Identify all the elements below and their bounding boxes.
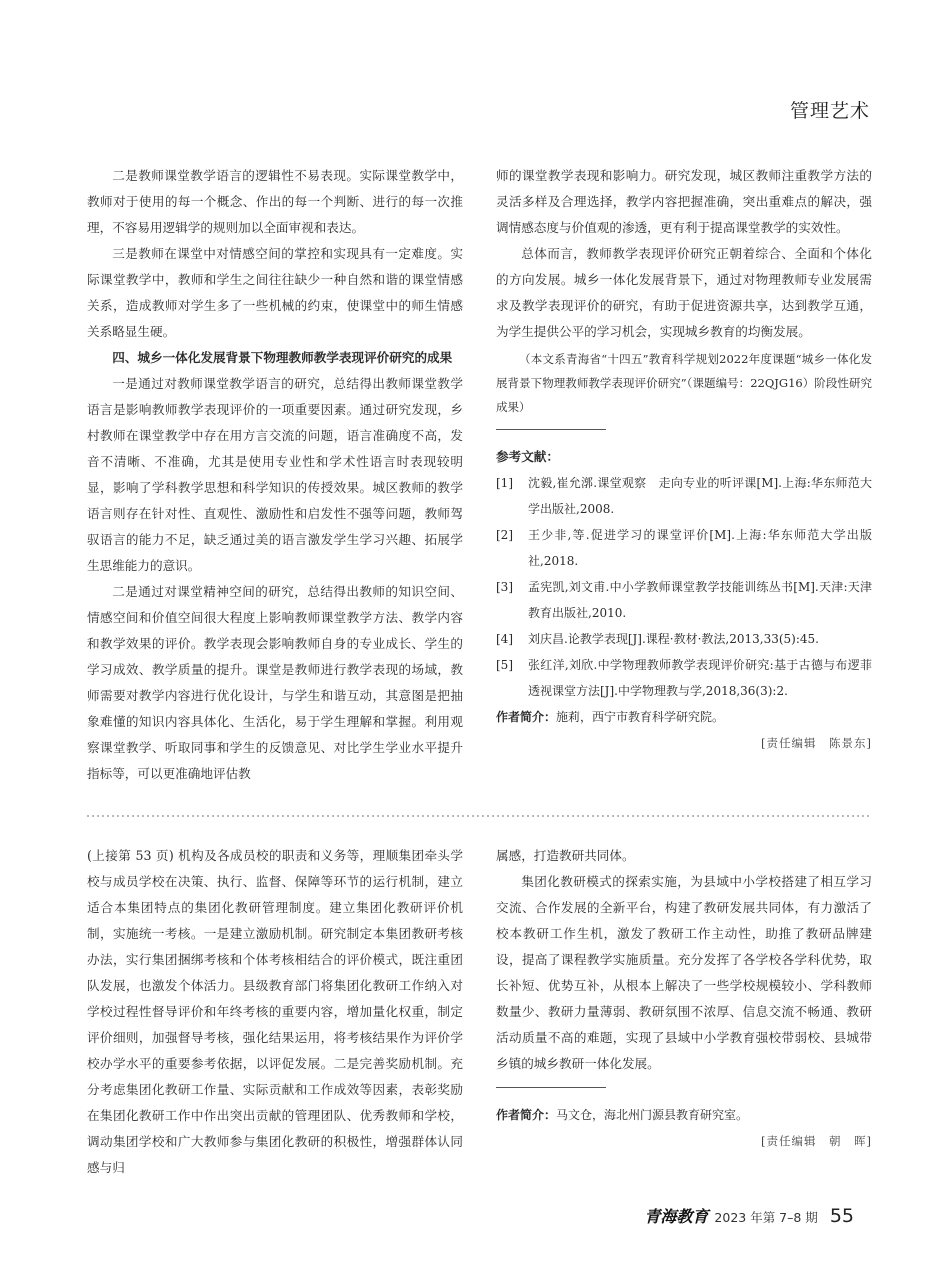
paragraph: 集团化教研模式的探索实施，为县域中小学校搭建了相互学习交流、合作发展的全新平台，构建了教研发展共同体，有力激活了校本教研工作生机，激发了教研工作主动性，助推了教研品牌建设，提高了课程教学实施质量。充分发挥了各学校各学科优势，取长补短、优势互补，从根本上解决了一些学校规模较小、学科教师数量少、教研力量薄弱、教研氛围不浓厚、信息交流不畅通、教研活动质量不高的难题，实现了县域中小学教育强校带弱校、县城带乡镇的城乡教研一体化发展。 (496, 874, 872, 1071)
reference-number: [3] (496, 580, 513, 594)
article-column-left (87, 163, 463, 787)
paragraph: (上接第 53 页) 机构及各成员校的职责和义务等，理顺集团牵头学校与成员学校在决策、执行、监督、保障等环节的运行机制，建立适合本集团特点的集团化教研管理制度。建立集团化教研评价机制，实施统一考核。一是建立激励机制。研究制定本集团教研考核办法，实行集团捆绑考核和个体考核相结合的评价模式，既注重团队发展，也激发个体活力。县级教育部门将集团化教研工作纳入对学校过程性督导评价和年终考核的重要内容，增加量化权重，制定评价细则，加强督导考核，强化结果运用，将考核结果作为评价学校办学水平的重要参考依据，以评促发展。二是完善奖励机制。充分考虑集团化教研工作量、实际贡献和工作成效等因素，表彰奖励在集团化教研工作中作出突出贡献的管理团队、优秀教师和学校，调动集团学校和广大教师参与集团化教研的积极性，增强群体认同感与归 (87, 848, 463, 1175)
reference-item (496, 522, 872, 574)
section-title: 管理艺术 (789, 100, 870, 122)
section-heading: 四、城乡一体化发展背景下物理教师教学表现评价研究的成果 (112, 350, 453, 365)
author-label: 作者简介： (496, 1108, 557, 1122)
divider (496, 429, 606, 430)
funding-note: （本文系青海省“十四五”教育科学规划2022年度课题“城乡一体化发展背景下物理教师教学表现评价研究”（课题编号：22QJG16）阶段性研究成果） (496, 352, 872, 414)
reference-item (496, 470, 872, 522)
reference-item (496, 574, 872, 626)
page-footer (644, 1204, 854, 1227)
author-text: 施莉，西宁市教育科学研究院。 (556, 710, 725, 724)
reference-text: 张红洋,刘欣.中学物理教师教学表现评价研究:基于古德与布逻菲透视课堂方法[J].中学物理教与学,2018,36(3):2. (528, 658, 872, 698)
paragraph: 师的课堂教学表现和影响力。研究发现，城区教师注重教学方法的灵活多样及合理选择，教学内容把握准确，突出重难点的解决，强调情感态度与价值观的渗透，更有利于提高课堂教学的实效性。 (496, 168, 872, 235)
paragraph: 总体而言，教师教学表现评价研究正朝着综合、全面和个体化的方向发展。城乡一体化发展背景下，通过对物理教师专业发展需求及教学表现评价的研究，有助于促进资源共享，达到教学互通，为学生提供公平的学习机会，实现城乡教育的均衡发展。 (496, 246, 872, 339)
reference-item (496, 626, 872, 652)
reference-text: 沈毅,崔允漷.课堂观察 走向专业的听评课[M].上海:华东师范大学出版社,2008. (528, 476, 872, 516)
editor-credit: [责任编辑 陈景东] (761, 736, 872, 750)
article-column-right (496, 163, 872, 756)
article-column-left-continued (87, 843, 463, 1181)
reference-text: 孟宪凯,刘文甫.中小学教师课堂教学技能训练丛书[M].天津:天津教育出版社,2010. (528, 580, 872, 620)
page-number: 55 (829, 1205, 854, 1227)
issue-info: 2023 年第 7–8 期 (714, 1210, 818, 1225)
article-divider (87, 812, 872, 820)
editor-credit: [责任编辑 朝 晖] (761, 1134, 872, 1148)
paragraph: 一是通过对教师课堂教学语言的研究，总结得出教师课堂教学语言是影响教师教学表现评价的一项重要因素。通过研究发现，乡村教师在课堂教学中存在用方言交流的问题，语言准确度不高，发音不清晰、不准确，尤其是使用专业性和学术性语言时表现较明显，影响了学科教学思想和科学知识的传授效果。城区教师的教学语言则存在针对性、直观性、激励性和启发性不强等问题，教师驾驭语言的能力不足，缺乏通过美的语言激发学生学习兴趣、拓展学生思维能力的意识。 (87, 376, 463, 573)
magazine-logo: 青海教育 (644, 1207, 709, 1226)
reference-text: 王少非,等.促进学习的课堂评价[M].上海:华东师范大学出版社,2018. (528, 528, 872, 568)
paragraph: 二是通过对课堂精神空间的研究，总结得出教师的知识空间、情感空间和价值空间很大程度上影响教师课堂教学方法、教学内容和教学效果的评价。教学表现会影响教师自身的专业成长、学生的学习成效、教学质量的提升。课堂是教师进行教学表现的场域，教师需要对教学内容进行优化设计，与学生和谐互动，其意图是把抽象难懂的知识内容具体化、生活化，易于学生理解和掌握。利用观察课堂教学、听取同事和学生的反馈意见、对比学生学业水平提升指标等，可以更准确地评估教 (87, 584, 463, 781)
paragraph: 二是教师课堂教学语言的逻辑性不易表现。实际课堂教学中，教师对于使用的每一个概念、作出的每一个判断、进行的每一次推理，不容易用逻辑学的规则加以全面审视和表达。 (87, 168, 463, 235)
references-title: 参考文献： (496, 449, 559, 464)
paragraph: 属感，打造教研共同体。 (496, 848, 635, 863)
reference-number: [2] (496, 528, 513, 542)
reference-number: [1] (496, 476, 513, 490)
divider (496, 1087, 606, 1088)
reference-text: 刘庆昌.论教学表现[J].课程·教材·教法,2013,33(5):45. (528, 632, 819, 646)
author-text: 马文仓，海北州门源县教育研究室。 (556, 1108, 749, 1122)
article-column-right-continued (496, 843, 872, 1154)
reference-number: [4] (496, 632, 513, 646)
reference-number: [5] (496, 658, 513, 672)
author-bio (496, 1102, 872, 1128)
author-bio (496, 704, 872, 730)
paragraph: 三是教师在课堂中对情感空间的掌控和实现具有一定难度。实际课堂教学中，教师和学生之间往往缺少一种自然和谐的课堂情感关系，造成教师对学生多了一些机械的约束，使课堂中的师生情感关系略显生硬。 (87, 246, 463, 339)
author-label: 作者简介： (496, 710, 557, 724)
reference-item (496, 652, 872, 704)
